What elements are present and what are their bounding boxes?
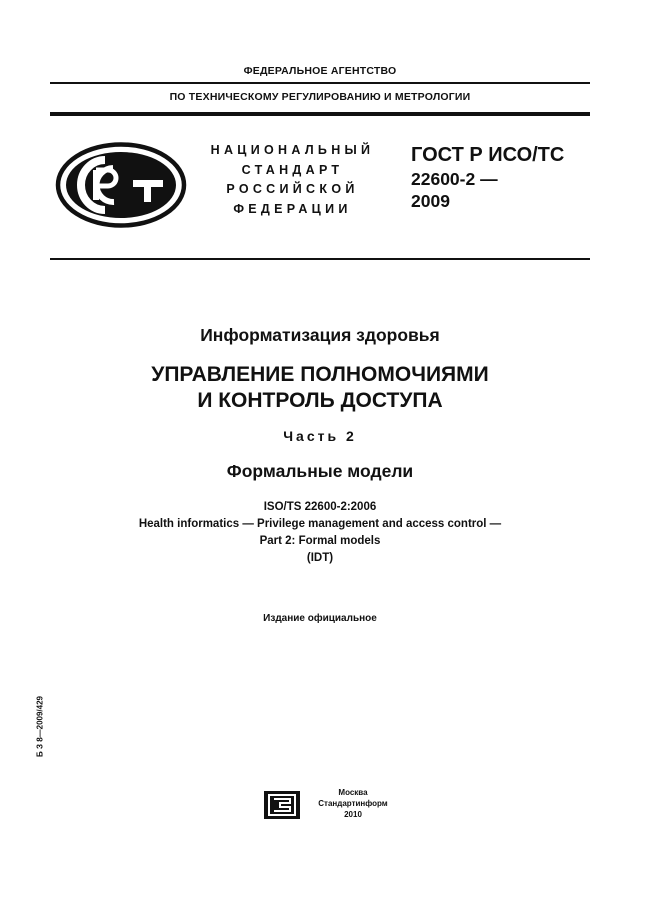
- designation-line1: ГОСТ Р ИСО/ТС: [411, 144, 565, 166]
- agency-name-line1: ФЕДЕРАЛЬНОЕ АГЕНТСТВО: [243, 65, 397, 77]
- header-rule-top: [50, 82, 590, 84]
- title-rule: [50, 258, 590, 260]
- publisher-year: 2010: [344, 810, 362, 819]
- national-line-1: НАЦИОНАЛЬНЫЙ: [210, 143, 375, 157]
- agency-name-line2: ПО ТЕХНИЧЕСКОМУ РЕГУЛИРОВАНИЮ И МЕТРОЛОГИИ: [169, 91, 471, 103]
- rst-logo-icon: [55, 142, 187, 228]
- side-catalog-code: Б З 8—2009/429: [35, 695, 45, 758]
- main-title: [50, 362, 590, 414]
- subject-title: Информатизация здоровья: [200, 325, 440, 345]
- national-line-4: ФЕДЕРАЦИИ: [233, 201, 352, 216]
- publisher-name: Стандартинформ: [318, 799, 388, 808]
- designation-line3: 2009: [411, 191, 450, 211]
- header-rule-bottom: [50, 112, 590, 116]
- national-line-3: РОССИЙСКОЙ: [226, 182, 359, 196]
- designation-line2: 22600-2 —: [411, 169, 498, 189]
- national-standard-block: [200, 141, 385, 219]
- part-number: Часть 2: [283, 428, 357, 444]
- iso-code: ISO/TS 22600-2:2006: [263, 501, 377, 513]
- identity-marker: (IDT): [306, 552, 334, 564]
- english-title-line1: Health informatics — Privilege management and access control —: [138, 518, 502, 530]
- standartinform-logo-icon: [264, 791, 300, 819]
- english-title-line2: Part 2: Formal models: [259, 535, 381, 547]
- publisher-city: Москва: [338, 788, 368, 797]
- national-line-2: СТАНДАРТ: [241, 162, 344, 177]
- main-title-line2: И КОНТРОЛЬ ДОСТУПА: [197, 389, 443, 412]
- official-edition: Издание официальное: [263, 613, 377, 624]
- international-reference: [50, 499, 590, 567]
- publisher-block: [308, 787, 398, 820]
- part-title: Формальные модели: [226, 461, 414, 481]
- main-title-line1: УПРАВЛЕНИЕ ПОЛНОМОЧИЯМИ: [151, 363, 489, 386]
- standard-designation: [411, 143, 591, 212]
